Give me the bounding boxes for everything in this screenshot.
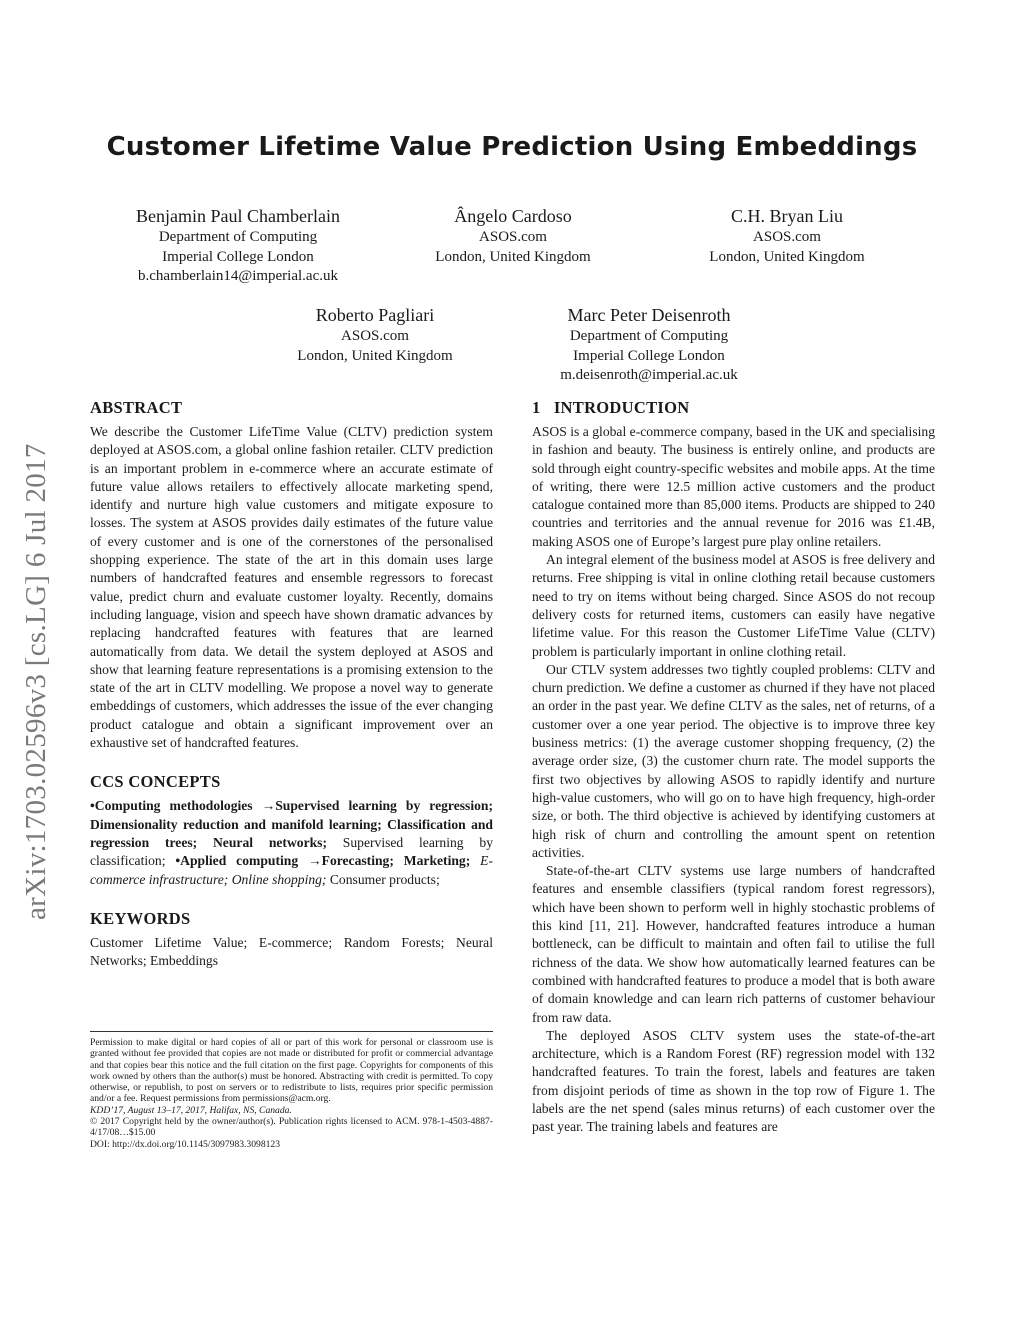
author-block: [225, 303, 525, 366]
abstract-heading: ABSTRACT: [90, 398, 183, 417]
intro-paragraph: The deployed ASOS CLTV system uses the state-of-the-art architecture, which is a Random Forest (RF) regression model with 132 handcrafted features. To train the forest, labels and features are taken from disjoint periods of time as shown in the top row of Figure 1. The labels are the net spend (sales minus returns) of each customer over the past year. The training labels and features are: [532, 1027, 935, 1135]
author-affiliation: Imperial College London: [573, 347, 725, 364]
author-affiliation: London, United Kingdom: [297, 347, 453, 364]
author-affiliation: London, United Kingdom: [709, 248, 865, 265]
ccs-plain: Consumer products;: [326, 871, 440, 887]
author-affiliation: London, United Kingdom: [435, 248, 591, 265]
copyright-line: © 2017 Copyright held by the owner/author(s). Publication rights licensed to ACM. 978-1-4503-4887-4/17/08…$15.00: [90, 1116, 493, 1139]
author-affiliation: ASOS.com: [479, 229, 547, 245]
ccs-bold: •Applied computing →Forecasting; Marketing;: [175, 853, 471, 869]
author-affiliation: ASOS.com: [341, 328, 409, 344]
permission-text: Permission to make digital or hard copies of all or part of this work for personal or classroom use is granted without fee provided that copies are not made or distributed for profit or commercial advantage and that copies bear this notice and the full citation on the first page. Copyrights for components of this work owned by others than the author(s) must be honored. Abstracting with credit is permitted. To copy otherwise, or republish, to post on servers or to redistribute to lists, requires prior specific permission and/or a fee. Request permissions from permissions@acm.org.: [90, 1037, 493, 1105]
intro-paragraph: An integral element of the business model at ASOS is free delivery and returns. Free shipping is vital in online clothing retail because customers need to try on items without being charged. Since ASOS do not recoup delivery costs for returned items, customers can easily have negative lifetime value. For this reason the Customer LifeTime Value (CLTV) problem is particularly important in online clothing retail.: [532, 552, 935, 659]
author-block: [363, 204, 663, 267]
author-affiliation: Department of Computing: [569, 328, 729, 344]
author-name: Marc Peter Deisenroth: [567, 305, 731, 325]
keywords-text: Customer Lifetime Value; E-commerce; Random Forests; Neural Networks; Embeddings: [90, 934, 493, 969]
venue-text: KDD’17, August 13–17, 2017, Halifax, NS, Canada.: [90, 1104, 292, 1116]
author-affiliation: ASOS.com: [753, 229, 821, 245]
author-name: Benjamin Paul Chamberlain: [136, 206, 340, 226]
left-column: [90, 398, 493, 970]
arxiv-identifier: arXiv:1703.02596v3 [cs.LG] 6 Jul 2017: [20, 443, 52, 920]
ccs-text: [90, 797, 493, 888]
right-column: [532, 398, 935, 1137]
ccs-italic: E-commerce infrastructure; Online shopping;: [90, 853, 493, 887]
author-block: [637, 204, 937, 267]
author-name: C.H. Bryan Liu: [731, 206, 843, 226]
abstract-text: We describe the Customer LifeTime Value (CLTV) prediction system deployed at ASOS.com, a global online fashion retailer. CLTV prediction is an important problem in e-commerce where an accurate estimate of future value allows retailers to effectively allocate marketing spend, identify and nurture high value customers and mitigate exposure to losses. The system at ASOS provides daily estimates of the future value of every customer and is one of the cornerstones of the personalised shopping experience. The state of the art in this domain uses large numbers of handcrafted features and ensemble regressors to forecast value, predict churn and evaluate customer loyalty. Recently, domains including language, vision and speech have shown dramatic advances by replacing handcrafted features with features that are learned automatically from data. We detail the system deployed at ASOS and show that learning feature representations is a promising extension to the state of the art in CLTV modelling. We propose a novel way to generate embeddings of customers, which addresses the issue of the ever changing product catalogue and obtain a significant improvement over an exhaustive set of handcrafted features.: [90, 424, 493, 751]
author-affiliation: Imperial College London: [162, 248, 314, 265]
paper-title: Customer Lifetime Value Prediction Using Embeddings: [106, 132, 918, 162]
venue-line: [90, 1105, 493, 1116]
author-email: b.chamberlain14@imperial.ac.uk: [138, 268, 338, 284]
intro-paragraph: ASOS is a global e-commerce company, based in the UK and specialising in fashion and beauty. The business is entirely online, and products are sold through eight country-specific websites and mobile apps. At the time of writing, there were 12.5 million active customers and the product catalogue contained more than 85,000 items. Products are shipped to 240 countries and territories and the annual revenue for 2016 was £1.4B, making ASOS one of Europe’s largest pure play online retailers.: [532, 424, 935, 549]
intro-paragraph: Our CTLV system addresses two tightly coupled problems: CLTV and churn prediction. We define a customer as churned if they have not placed an order in the past year. We define CLTV as the sales, net of returns, of a customer over a one year period. The objective is to improve three key business metrics: (1) the average customer shopping frequency, (2) the average order size, (3) the customer churn rate. The model supports the first two objectives by allowing ASOS to rapidly identify and nurture high-value customers, who will go on to have high frequency, high-order size, or both. The third objective is achieved by identifying customers at high risk of churn and controlling the amount spent on retention activities.: [532, 661, 935, 860]
author-affiliation: Department of Computing: [158, 229, 318, 245]
ccs-plain: Supervised learning by classification;: [90, 834, 493, 869]
author-name: Roberto Pagliari: [315, 305, 435, 325]
ccs-bold: •Computing methodologies →Supervised learning by regression; Dimensionality reduction and manifold learning; Classification and regression trees; Neural networks;: [90, 798, 493, 850]
author-block: [88, 204, 388, 287]
author-block: [499, 303, 799, 386]
ccs-heading: CCS CONCEPTS: [90, 772, 221, 792]
intro-paragraph: State-of-the-art CLTV systems use large numbers of handcrafted features and ensemble classifiers (typical random forest regressors), which have been shown to perform well in highly stochastic problems of this kind [11, 21]. However, handcrafted features introduce a human bottleneck, can be difficult to maintain and often fail to utilise the full richness of the data. We show how automatically learned features can be combined with handcrafted features to produce a model that is both aware of domain knowledge and can learn rich patterns of customer behaviour from raw data.: [532, 863, 935, 1025]
doi-line: DOI: http://dx.doi.org/10.1145/3097983.3098123: [90, 1138, 281, 1150]
author-name: Ângelo Cardoso: [454, 206, 572, 226]
introduction-heading: 1 INTRODUCTION: [532, 398, 690, 417]
author-email: m.deisenroth@imperial.ac.uk: [560, 367, 738, 383]
footnote-divider: [90, 1031, 493, 1032]
keywords-heading: KEYWORDS: [90, 908, 191, 928]
permission-block: [90, 1037, 493, 1150]
